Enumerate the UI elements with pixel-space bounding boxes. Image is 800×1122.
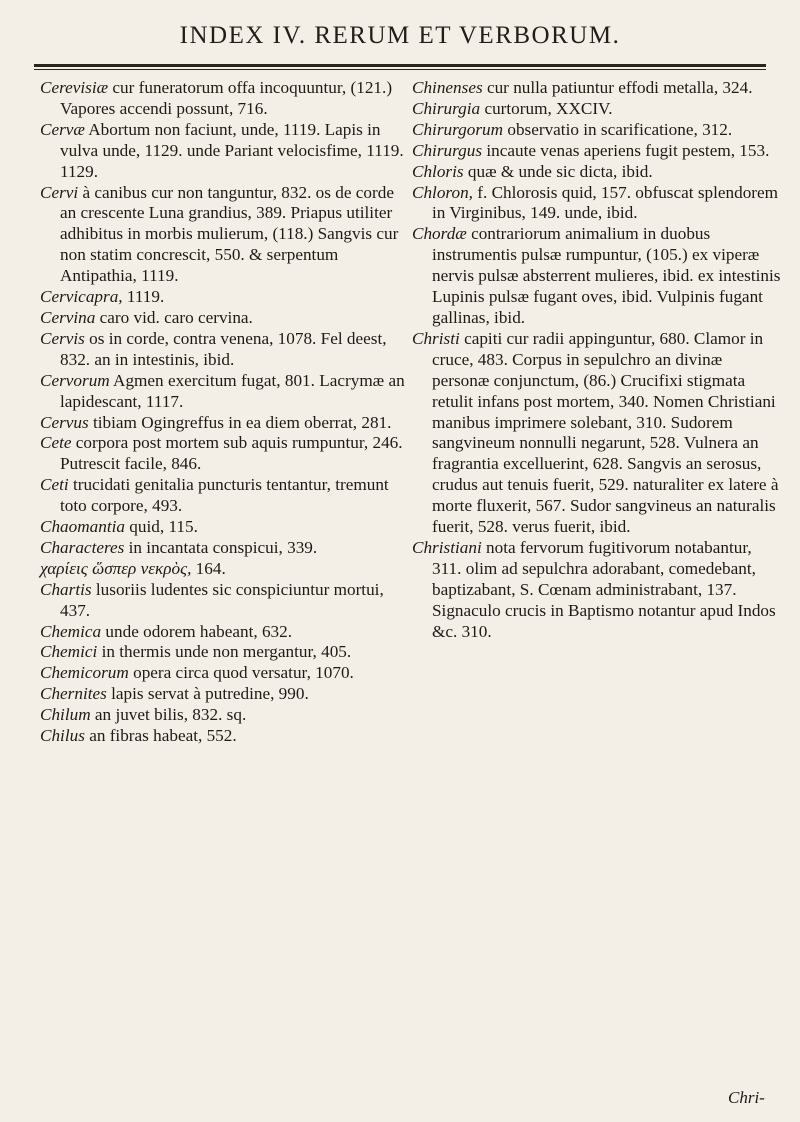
entry-text: os in corde, contra venena, 1078. Fel deest, 832. an in intestinis, ibid.	[60, 328, 387, 369]
entry-text: nota fervorum fugitivorum notabantur, 311. olim ad sepulchra adorabant, comedebant, baptizabant, S. Cœnam administrabant, 137. Signaculo crucis in Baptismo notantur apud Indos &c. 310.	[432, 537, 776, 641]
entry-text: opera circa quod versatur, 1070.	[128, 663, 354, 683]
entry-text: an juvet bilis, 832. sq.	[90, 705, 247, 725]
entry-headword: Chartis	[40, 579, 92, 599]
index-entry	[40, 726, 406, 747]
entry-text: unde odorem habeant, 632.	[101, 621, 293, 641]
index-entry	[40, 684, 406, 705]
index-entry	[40, 538, 406, 559]
entry-headword: Chemici	[40, 642, 98, 662]
entry-text: capiti cur radii appinguntur, 680. Clamor in cruce, 483. Corpus in sepulchro an divinæ personæ conjunctum, (86.) Crucifixi stigmata retulit infans post mortem, 340. Nomen Christiani manibus imprimere solebant, 310. Sudorem sangvineum nonnulli negarunt, 528. Vulnera an fragrantia excelluerint, 628. Sangvis an serosus, crudus aut tenuis fuerit, 529. naturaliter ex latere à morte fluxerit, 567. Sudor sangvineus an naturalis fuerit, 528. verus fuerit, ibid.	[432, 328, 779, 537]
entry-text: Abortum non faciunt, unde, 1119. Lapis in vulva unde, 1129. unde Pariant velocisfime, 1119. 1129.	[60, 119, 404, 181]
entry-text: tibiam Ogingreffus in ea diem oberrat, 281.	[88, 412, 392, 432]
entry-text: lapis servat à putredine, 990.	[106, 684, 309, 704]
entry-headword: χαρίεις ὥσπερ νεκρὸς,	[40, 558, 192, 578]
entry-headword: Chordæ	[412, 224, 467, 244]
entry-headword: Cervus	[40, 412, 89, 432]
index-entry	[412, 224, 782, 329]
entry-text: trucidati genitalia puncturis tentantur, tremunt toto corpore, 493.	[60, 475, 389, 516]
index-entry	[40, 705, 406, 726]
entry-headword: Chilum	[40, 705, 91, 725]
entry-headword: Chinenses	[412, 78, 483, 97]
index-entry	[40, 475, 406, 517]
index-entry	[40, 622, 406, 643]
entry-text: 164.	[191, 558, 226, 578]
index-entry	[40, 517, 406, 538]
entry-text: f. Chlorosis quid, 157. obfuscat splendorem in Virginibus, 149. unde, ibid.	[432, 182, 779, 223]
entry-headword: Cete	[40, 433, 72, 453]
index-entry	[412, 141, 782, 162]
entry-text: 1119.	[122, 287, 165, 307]
entry-text: curtorum, XXCIV.	[480, 98, 613, 118]
right-column	[412, 78, 782, 642]
entry-headword: Chaomantia	[40, 517, 125, 537]
index-entry	[40, 559, 406, 580]
entry-text: in thermis unde non mergantur, 405.	[97, 642, 352, 662]
index-entry	[40, 308, 406, 329]
entry-text: contrariorum animalium in duobus instrumentis pulsæ rumpuntur, (105.) ex viperæ nervis pulsæ absterrent mulieres, ibid. ex intestinis Lupinis pulsæ fugant oves, ibid. Vulpinis fugant gallinas, ibid.	[432, 224, 781, 327]
entry-text: observatio in scarificatione, 312.	[503, 119, 733, 139]
entry-text: quæ & unde sic dicta, ibid.	[463, 161, 653, 181]
entry-headword: Chloris	[412, 161, 464, 181]
entry-headword: Cervi	[40, 182, 79, 202]
entry-text: corpora post mortem sub aquis rumpuntur, 246. Putrescit facile, 846.	[60, 433, 403, 474]
entry-text: Agmen exercitum fugat, 801. Lacrymæ an lapidescant, 1117.	[60, 370, 405, 411]
entry-headword: Christiani	[412, 537, 482, 557]
header-rule-thick	[34, 64, 766, 67]
index-entry	[40, 580, 406, 622]
index-entry	[412, 99, 782, 120]
entry-text: incaute venas aperiens fugit pestem, 153.	[482, 140, 770, 160]
entry-text: cur nulla patiuntur effodi metalla, 324.	[482, 78, 753, 97]
index-entry	[412, 78, 782, 99]
entry-headword: Christi	[412, 328, 460, 348]
entry-text: lusoriis ludentes sic conspiciuntur mortui, 437.	[60, 579, 384, 620]
entry-headword: Chirurgus	[412, 140, 483, 160]
entry-headword: Chemica	[40, 621, 102, 641]
entry-text: in incantata conspicui, 339.	[124, 537, 318, 557]
index-entry	[40, 120, 406, 183]
index-entry	[40, 183, 406, 288]
index-entry	[412, 162, 782, 183]
catchword: Chri-	[728, 1088, 765, 1107]
entry-headword: Chirurgorum	[412, 119, 504, 139]
entry-text: quid, 115.	[125, 517, 198, 537]
entry-headword: Ceti	[40, 475, 69, 495]
entry-text: caro vid. caro cervina.	[95, 307, 253, 327]
header-rule-thin	[34, 69, 766, 70]
index-entry	[40, 287, 406, 308]
index-entry	[40, 663, 406, 684]
index-entry	[40, 433, 406, 475]
index-entry	[412, 538, 782, 643]
index-entry	[40, 78, 406, 120]
entry-headword: Cervina	[40, 307, 96, 327]
entry-headword: Characteres	[40, 537, 125, 557]
entry-headword: Cerevisiæ	[40, 78, 109, 97]
index-entry	[412, 183, 782, 225]
index-entry	[40, 413, 406, 434]
entry-headword: Cervis	[40, 328, 85, 348]
index-entry	[412, 120, 782, 141]
left-column	[40, 78, 406, 747]
entry-headword: Cervorum	[40, 370, 110, 390]
page-header: INDEX IV. RERUM ET VERBORUM.	[179, 22, 621, 49]
index-entry	[40, 329, 406, 371]
entry-headword: Chirurgia	[412, 98, 481, 118]
entry-text: an fibras habeat, 552.	[84, 726, 237, 746]
entry-headword: Chloron,	[412, 182, 473, 202]
entry-text: à canibus cur non tanguntur, 832. os de corde an crescente Luna grandius, 389. Priapus utiliter adhibitus in morbis mulierum, (118.) Sangvis cur non statim concrescit, 550. & serpentum Antipathia, 1119.	[60, 182, 399, 286]
index-entry	[40, 371, 406, 413]
entry-text: cur funeratorum offa incoquuntur, (121.) Vapores accendi possunt, 716.	[60, 78, 393, 118]
entry-headword: Cervæ	[40, 119, 85, 139]
entry-headword: Chernites	[40, 684, 107, 704]
index-entry	[412, 329, 782, 538]
index-entry	[40, 642, 406, 663]
entry-headword: Cervicapra,	[40, 287, 123, 307]
entry-headword: Chilus	[40, 726, 85, 746]
entry-headword: Chemicorum	[40, 663, 129, 683]
